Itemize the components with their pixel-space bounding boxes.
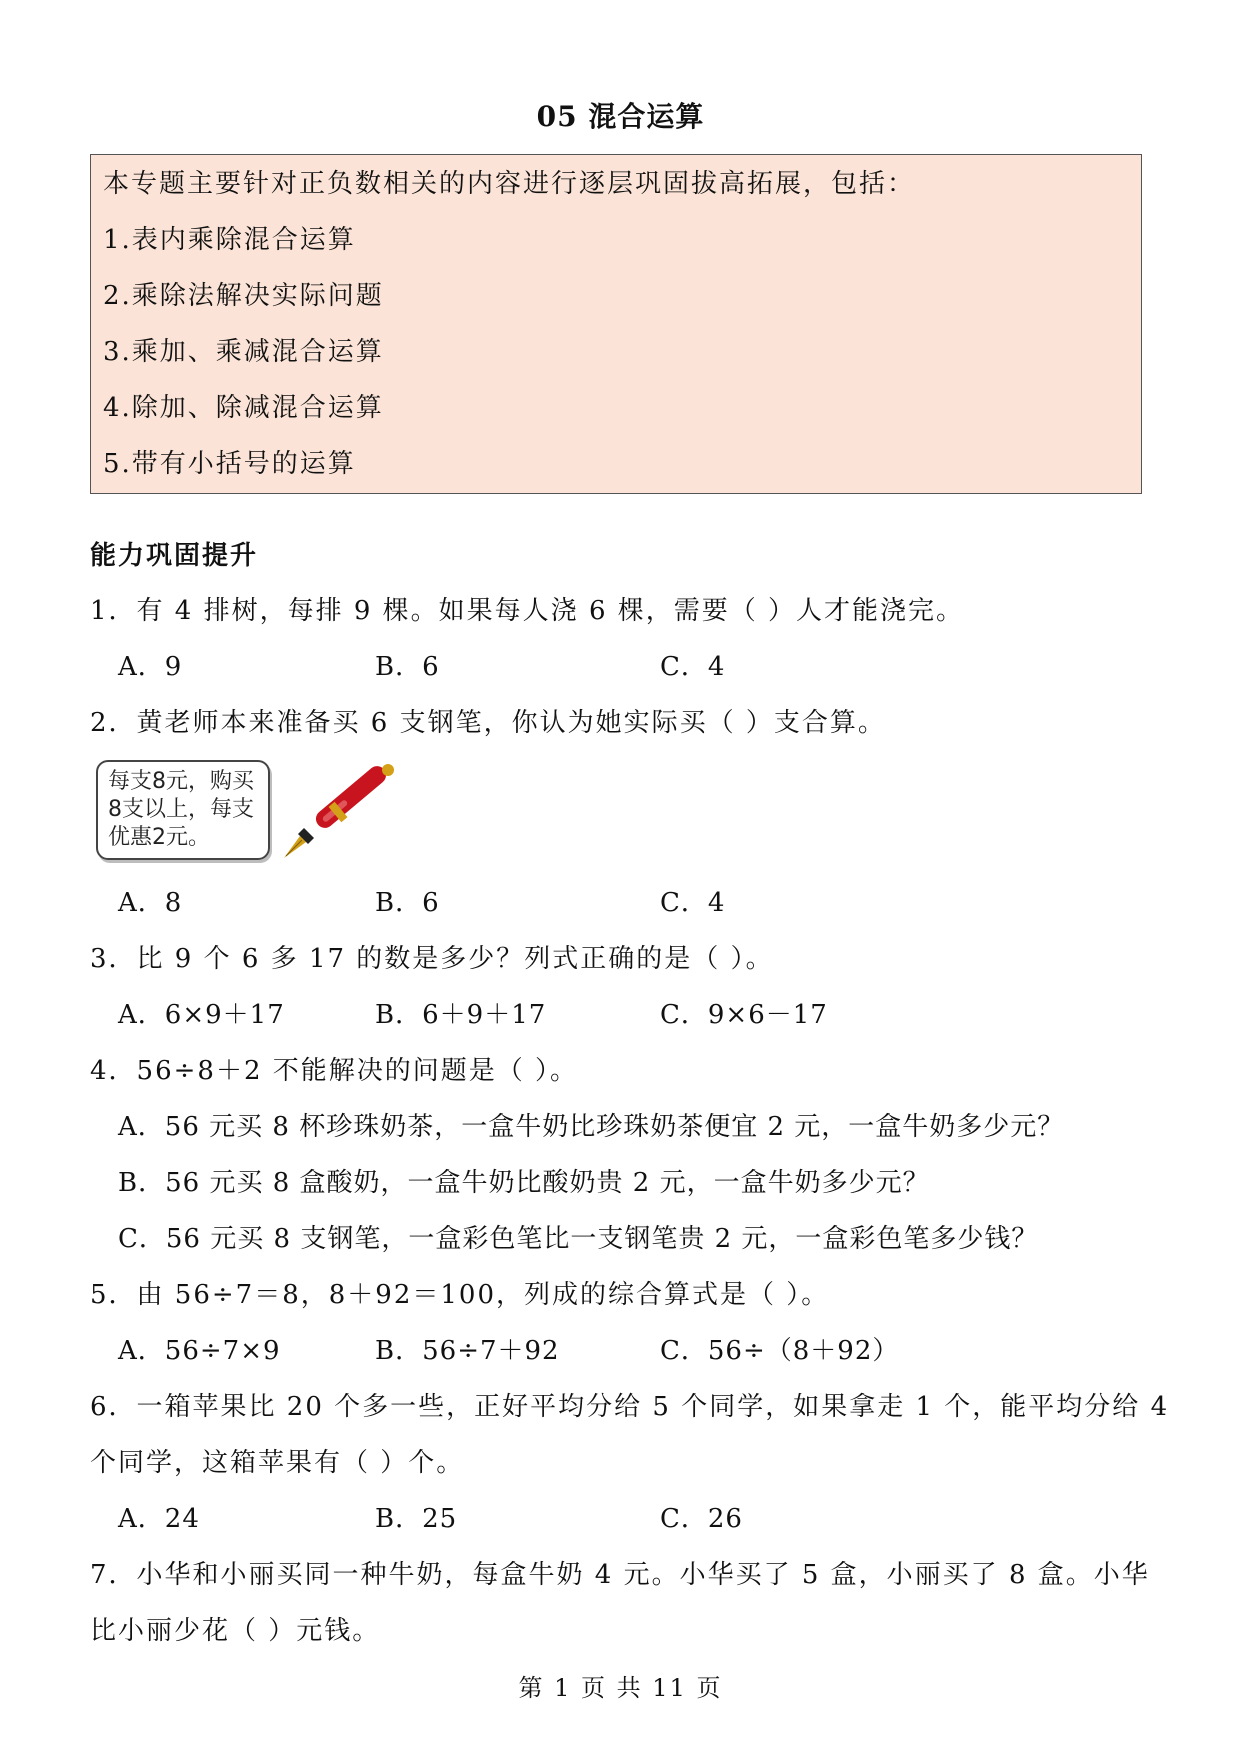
intro-topic-2: 2.乘除法解决实际问题 [103, 281, 384, 311]
question-6-text: 6．一箱苹果比 20 个多一些，正好平均分给 5 个同学，如果拿走 1 个，能平均分给 4 [90, 1392, 1170, 1422]
question-6-option-b: B．25 [375, 1504, 458, 1534]
pen-barrel [312, 762, 389, 831]
pen-nib-slit [286, 840, 302, 856]
price-tag-line: 每支8元，购买 [108, 769, 254, 794]
question-2-option-b: B．6 [375, 888, 440, 918]
question-3-option-c: C．9×6－17 [660, 1000, 828, 1030]
fountain-pen-icon [280, 762, 400, 862]
question-2-option-c: C．4 [660, 888, 726, 918]
question-4-text: 4．56÷8＋2 不能解决的问题是（ ）。 [90, 1056, 579, 1086]
question-2-text: 2．黄老师本来准备买 6 支钢笔，你认为她实际买（ ）支合算。 [90, 708, 886, 738]
question-1-option-a: A．9 [118, 652, 183, 682]
question-6-text-cont: 个同学，这箱苹果有（ ）个。 [90, 1448, 465, 1478]
price-tag-line: 8支以上，每支 [108, 797, 254, 822]
question-1-text: 1．有 4 排树，每排 9 棵。如果每人浇 6 棵，需要（ ）人才能浇完。 [90, 596, 965, 626]
question-4-option-a: A．56 元买 8 杯珍珠奶茶，一盒牛奶比珍珠奶茶便宜 2 元，一盒牛奶多少元？ [118, 1112, 1065, 1142]
question-6-option-a: A．24 [118, 1504, 200, 1534]
section-heading: 能力巩固提升 [90, 541, 259, 571]
question-2-option-a: A．8 [118, 888, 183, 918]
question-5-text: 5．由 56÷7＝8，8＋92＝100，列成的综合算式是（ ）。 [90, 1280, 830, 1310]
price-tag-line: 优惠2元。 [108, 825, 210, 850]
question-7-text: 7．小华和小丽买同一种牛奶，每盒牛奶 4 元。小华买了 5 盒，小丽买了 8 盒。小华 [90, 1560, 1150, 1590]
question-3-option-b: B．6＋9＋17 [375, 1000, 547, 1030]
question-4-option-b: B．56 元买 8 盒酸奶，一盒牛奶比酸奶贵 2 元，一盒牛奶多少元？ [118, 1168, 930, 1198]
question-4-option-c: C．56 元买 8 支钢笔，一盒彩色笔比一支钢笔贵 2 元，一盒彩色笔多少钱？ [118, 1224, 1039, 1254]
question-5-option-c: C．56÷（8＋92） [660, 1336, 900, 1366]
intro-topic-4: 4.除加、除减混合运算 [103, 393, 384, 423]
pen-cap-end [382, 764, 394, 776]
page-title: 05 混合运算 [536, 100, 705, 133]
question-5-option-a: A．56÷7×9 [118, 1336, 281, 1366]
question-1-option-c: C．4 [660, 652, 726, 682]
intro-topic-5: 5.带有小括号的运算 [103, 449, 356, 479]
page-footer: 第 1 页 共 11 页 [518, 1674, 723, 1702]
intro-box [90, 154, 1142, 494]
question-3-option-a: A．6×9＋17 [118, 1000, 285, 1030]
question-3-text: 3．比 9 个 6 多 17 的数是多少？列式正确的是（ ）。 [90, 944, 774, 974]
price-tag [96, 760, 270, 860]
question-1-option-b: B．6 [375, 652, 440, 682]
intro-summary: 本专题主要针对正负数相关的内容进行逐层巩固拔高拓展，包括： [103, 169, 916, 199]
intro-topic-3: 3.乘加、乘减混合运算 [103, 337, 384, 367]
question-5-option-b: B．56÷7＋92 [375, 1336, 560, 1366]
intro-topic-1: 1.表内乘除混合运算 [103, 225, 356, 255]
question-6-option-c: C．26 [660, 1504, 743, 1534]
question-7-text-cont: 比小丽少花（ ）元钱。 [90, 1616, 381, 1646]
